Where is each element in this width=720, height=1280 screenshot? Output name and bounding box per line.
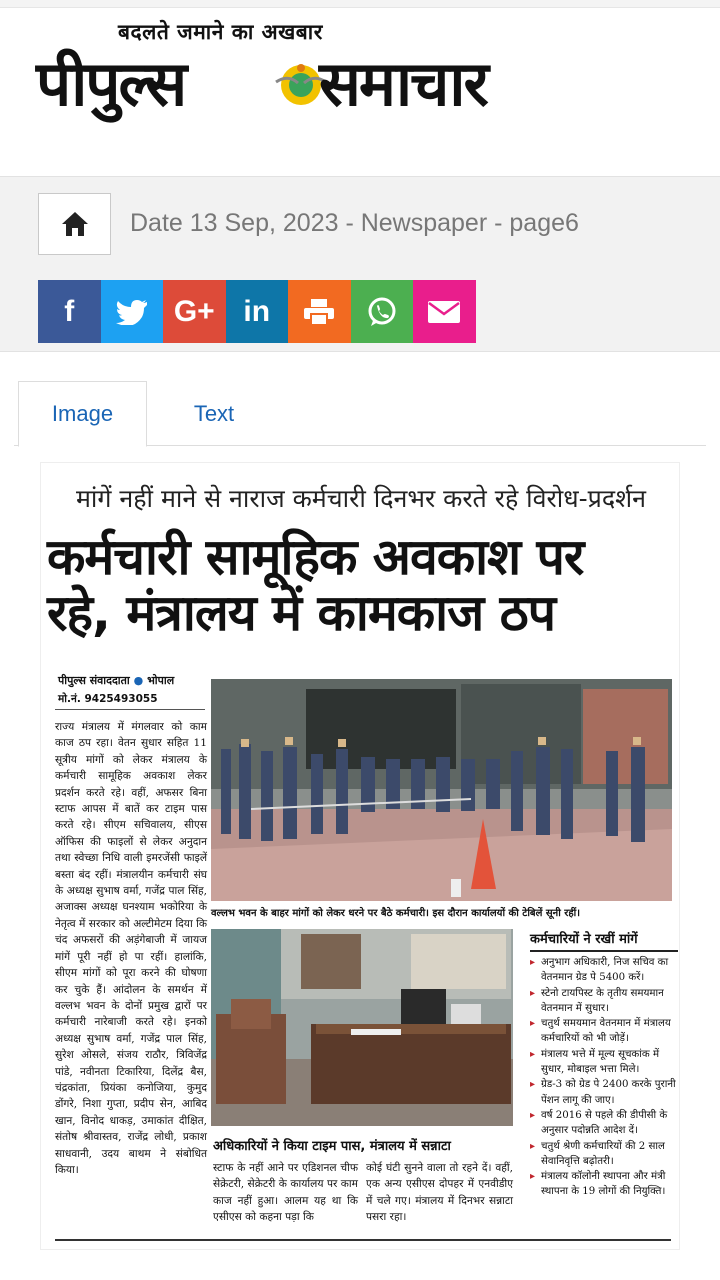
demands-list (530, 955, 678, 1200)
byline-place: भोपाल (147, 674, 175, 687)
article-body-mid-1: स्टाफ के नहीं आने पर एडिशनल चीफ सेक्रेटरी, सेक्रेटरी के कार्यालय पर काम काज नहीं हुआ। आलम यह था कि एसीएस को कहना पड़ा कि (213, 1162, 358, 1224)
linkedin-icon: in (243, 294, 271, 328)
empty-office-photo (211, 929, 513, 1126)
demand-item: ▸ अनुभाग अधिकारी, निज सचिव का वेतनमान ग्रेड पे 5400 करें। (530, 955, 678, 986)
demand-item: ▸ स्टेनो टायपिस्ट के तृतीय समयमान वेतनमान में सुधार। (530, 986, 678, 1017)
twitter-icon (116, 299, 148, 325)
email-icon (427, 300, 461, 324)
linkedin-share-button[interactable] (226, 280, 289, 343)
email-share-button[interactable] (413, 280, 476, 343)
google-plus-share-button[interactable] (163, 280, 226, 343)
print-button[interactable] (288, 280, 351, 343)
demand-item: ▸ चतुर्थ श्रेणी कर्मचारियों की 2 साल सेवानिवृत्ति बढ़ोतरी। (530, 1139, 678, 1170)
tab-text[interactable]: Text (193, 400, 235, 426)
protest-photo-caption: वल्लभ भवन के बाहर मांगों को लेकर धरने पर बैठे कर्मचारी। इस दौरान कार्यालयों की टेबिलें सूनी रहीं। (211, 908, 581, 919)
clipping-bottom-rule (55, 1239, 671, 1241)
facebook-share-button[interactable] (38, 280, 101, 343)
byline-dot-icon: ● (133, 674, 144, 687)
demand-item: ▸ चतुर्थ समयमान वेतनमान में मंत्रालय कर्मचारियों को भी जोड़ें। (530, 1016, 678, 1047)
article-kicker: मांगें नहीं माने से नाराज कर्मचारी दिनभर करते रहे विरोध-प्रदर्शन (75, 484, 647, 513)
logo-text-right: समाचार (319, 47, 487, 120)
article-subheading: अधिकारियों ने किया टाइम पास, मंत्रालय में सन्नाटा (213, 1139, 451, 1154)
edition-date: Date 13 Sep, 2023 - Newspaper - page6 (130, 209, 579, 237)
demands-heading: कर्मचारियों ने रखीं मांगें (530, 929, 678, 952)
whatsapp-icon (366, 296, 398, 328)
print-icon (303, 298, 335, 326)
masthead-tagline: बदलते जमाने का अखबार (118, 19, 323, 44)
google-plus-icon: G+ (173, 294, 215, 328)
demand-item: ▸ मंत्रालय कॉलोनी स्थापना और मंत्री स्थापना के 19 लोगों की नियुक्ति। (530, 1169, 678, 1200)
reporter-phone: मो.नं. 9425493055 (58, 693, 158, 705)
article-headline (47, 529, 677, 641)
byline-name: पीपुल्स संवाददाता (58, 674, 130, 687)
newspaper-clipping (40, 462, 680, 1250)
byline (58, 673, 174, 688)
whatsapp-share-button[interactable] (351, 280, 414, 343)
home-icon (61, 211, 89, 237)
logo-text-left: पीपुल्स (36, 47, 186, 120)
demand-item: ▸ मंत्रालय भत्ते में मूल्य सूचकांक में सुधार, मोबाइल भत्ता मिले। (530, 1047, 678, 1078)
article-body-left: राज्य मंत्रालय में मंगलवार को काम काज ठप रहा। वेतन सुधार सहित 11 सूत्रीय मांगों को लेकर मंत्रालय के कर्मचारी सामूहिक अवकाश लेकर प्रदर्शन करते रहे। वहीं, अफसर बिना स्टाफ आपस में बातें कर टाइम पास करते रहे। सीएम सचिवालय, सीएस ऑफिस की फाइलों से लेकर अनुदान तथा स्वेच्छा निधि वाली इमरजेंसी फाइलें बस्ता बंद रहीं। मंत्रालयीन कर्मचारी संघ के अध्यक्ष सुभाष वर्मा, गजेंद्र पाल सिंह, अजाक्स अध्यक्ष घनश्याम भकोरिया के नेतृत्व में सरकार को अल्टीमेटम दिया कि चंद अफसरों की अड़ंगेबाजी में जायज मांगें पूरी नहीं हो पा रहीं। हालांकि, सीएम मांगों को पूरा करने की घोषणा कर चुके हैं। आंदोलन के समर्थन में वल्लभ भवन के दोनों प्रमुख द्वारों पर कर्मचारी नारेबाजी करते रहे। इनको अध्यक्ष सुभाष वर्मा, गजेंद्र पाल सिंह, सुरेश ओसले, संजय राठौर, त्रिविजेंद्र पांडे, नवीनता टिकारिया, दिलेंद्र बैस, चंद्रकांता, प्रियंका कनोजिया, कुमुद डोंगरे, निशा गुप्ता, प्रदीप सेन, आबिद खान, विनोद धाकड़, उमाकांत दीक्षित, संतोष श्रीवास्तव, राजेंद्र लोधी, प्रकाश साधवानी, उदय बाथम ने संबोधित किया। (55, 721, 207, 1176)
twitter-share-button[interactable] (101, 280, 164, 343)
newspaper-logo[interactable] (36, 40, 576, 128)
top-rule (0, 0, 720, 8)
tab-image[interactable]: Image (18, 381, 147, 447)
date-bar (0, 176, 720, 352)
demand-item: ▸ वर्ष 2016 से पहले की डीपीसी के अनुसार पदोन्नति आदेश दें। (530, 1108, 678, 1139)
masthead (0, 0, 720, 175)
headline-line-1: कर्मचारी सामूहिक अवकाश पर (47, 528, 584, 586)
facebook-icon: f (64, 294, 75, 328)
headline-line-2: रहे, मंत्रालय में कामकाज ठप (47, 584, 556, 642)
view-tabs (14, 381, 706, 446)
share-bar (38, 280, 476, 343)
home-button[interactable] (38, 193, 111, 255)
protest-photo (211, 679, 672, 901)
byline-divider (55, 709, 205, 710)
demand-item: ▸ ग्रेड-3 को ग्रेड पे 2400 करके पुरानी पेंशन लागू की जाए। (530, 1077, 678, 1108)
article-body-mid-2: कोई घंटी सुनने वाला तो रहने दें। वहीं, एक अन्य एसीएस दोपहर में एनवीडीए में चले गए। मंत्रालय में दिनभर सन्नाटा पसरा रहा। (366, 1162, 513, 1224)
